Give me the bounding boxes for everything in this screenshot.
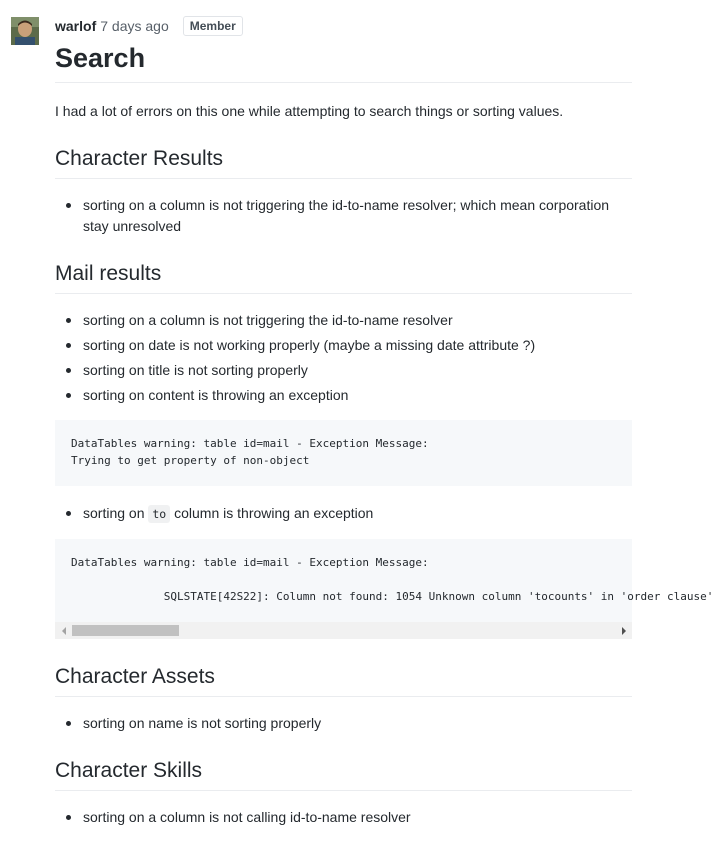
chevron-right-icon[interactable] (615, 622, 632, 639)
list-item: sorting on content is throwing an exception (55, 385, 632, 406)
list-character-results (55, 195, 632, 237)
list-mail-results-to (55, 503, 632, 525)
list-item: sorting on a column is not triggering the id-to-name resolver; which mean corporation stay unresolved (55, 195, 632, 237)
code-block-exception-1 (55, 420, 632, 486)
list-character-assets (55, 713, 632, 734)
list-item: sorting on a column is not calling id-to-name resolver (55, 807, 632, 828)
list-item: sorting on date is not working properly (maybe a missing date attribute ?) (55, 335, 632, 356)
list-item (55, 503, 632, 525)
chevron-left-icon[interactable] (55, 622, 72, 639)
avatar[interactable] (11, 17, 39, 45)
avatar-image (11, 17, 39, 45)
author-link[interactable]: warlof (55, 18, 97, 34)
code-text: DataTables warning: table id=mail - Exception Message: Trying to get property of non-object (71, 437, 429, 467)
page-title: Search (55, 40, 632, 83)
item-text-after: column is throwing an exception (170, 505, 374, 521)
item-text-before: sorting on (83, 505, 149, 521)
list-character-skills (55, 807, 632, 828)
horizontal-scrollbar[interactable] (55, 622, 632, 639)
list-mail-results (55, 310, 632, 406)
list-item: sorting on name is not sorting properly (55, 713, 632, 734)
heading-character-assets: Character Assets (55, 663, 632, 697)
code-block-exception-2[interactable] (55, 539, 713, 639)
code-text: DataTables warning: table id=mail - Exception Message: SQLSTATE[42S22]: Column not found: 1054 Unknown column 'tocounts' in 'order clause' (71, 556, 713, 603)
comment-header (55, 16, 243, 36)
list-item: sorting on a column is not triggering the id-to-name resolver (55, 310, 632, 331)
list-item: sorting on title is not sorting properly (55, 360, 632, 381)
member-badge: Member (183, 16, 243, 36)
inline-code: to (148, 505, 170, 523)
intro-paragraph: I had a lot of errors on this one while attempting to search things or sorting values. (55, 103, 564, 119)
scrollbar-thumb[interactable] (72, 625, 179, 636)
heading-mail-results: Mail results (55, 260, 632, 294)
timestamp-link[interactable]: 7 days ago (100, 18, 169, 34)
heading-character-results: Character Results (55, 145, 632, 179)
heading-character-skills: Character Skills (55, 757, 632, 791)
